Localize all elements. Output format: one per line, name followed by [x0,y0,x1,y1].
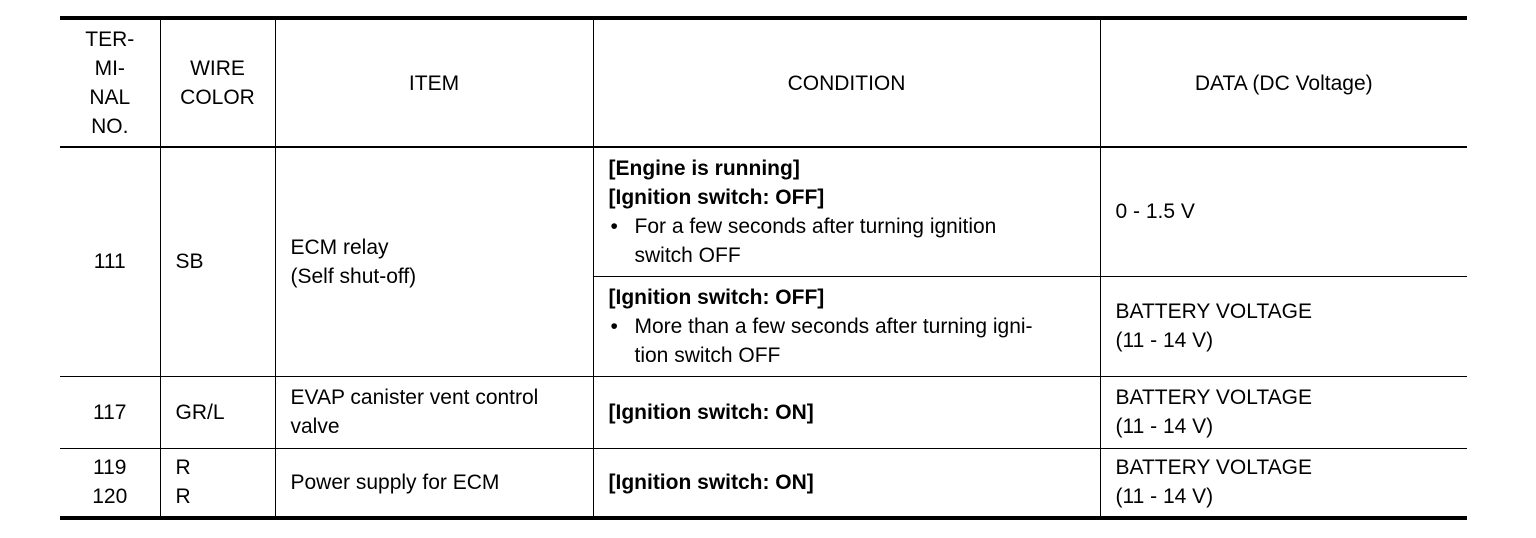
data-cell: 0 - 1.5 V [1100,147,1467,276]
table-row [60,147,1467,276]
table-header-row [60,18,1467,147]
wire-color-cell: GR/L [160,376,275,448]
condition-bullet: • For a few seconds after turning ignition switch OFF [609,212,1088,270]
header-terminal-no: TER- MI- NAL NO. [60,18,160,147]
terminal-cell: 111 [60,147,160,376]
data-cell: BATTERY VOLTAGE (11 - 14 V) [1100,276,1467,376]
condition-cell: [Ignition switch: ON] [593,376,1100,448]
item-cell: Power supply for ECM [275,448,593,518]
header-item: ITEM [275,18,593,147]
wire-color-cell: R R [160,448,275,518]
item-cell: EVAP canister vent control valve [275,376,593,448]
data-cell: BATTERY VOLTAGE (11 - 14 V) [1100,376,1467,448]
data-cell: BATTERY VOLTAGE (11 - 14 V) [1100,448,1467,518]
condition-bullet: • More than a few seconds after turning igni- tion switch OFF [609,312,1088,370]
table-row [60,448,1467,518]
terminal-data-table [60,16,1467,520]
condition-cell: [Ignition switch: ON] [593,448,1100,518]
terminal-cell: 119 120 [60,448,160,518]
bullet-icon: • [610,314,618,338]
terminal-cell: 117 [60,376,160,448]
header-condition: CONDITION [593,18,1100,147]
condition-cell: [Ignition switch: OFF] • More than a few seconds after turning igni- tion switch OFF [593,276,1100,376]
table-row [60,376,1467,448]
item-cell: ECM relay (Self shut-off) [275,147,593,376]
header-data: DATA (DC Voltage) [1100,18,1467,147]
wire-color-cell: SB [160,147,275,376]
condition-cell: [Engine is running] [Ignition switch: OFF] • For a few seconds after turning ignition switch OFF [593,147,1100,276]
bullet-icon: • [610,214,618,238]
header-wire-color: WIRE COLOR [160,18,275,147]
